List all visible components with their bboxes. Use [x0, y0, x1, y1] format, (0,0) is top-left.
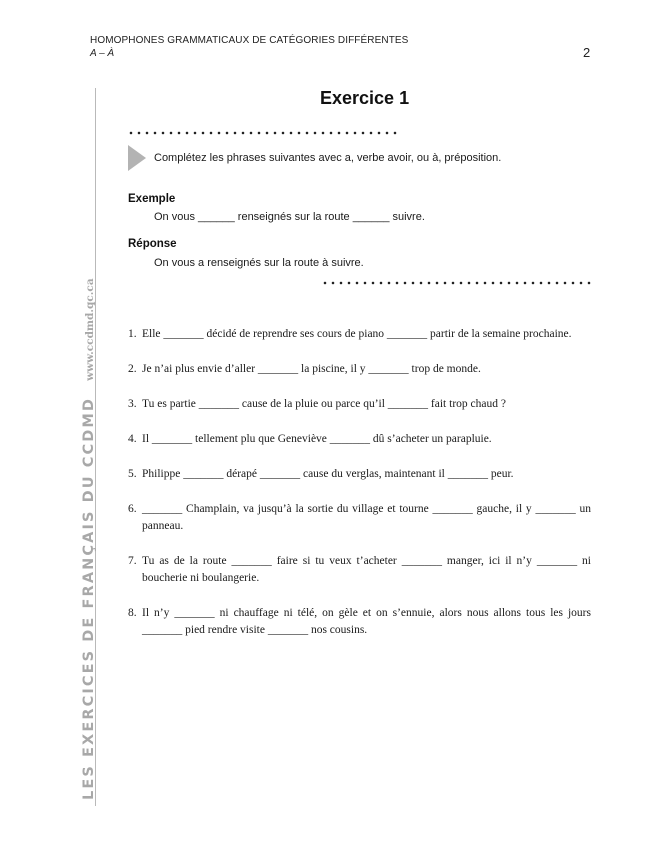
- list-item: [128, 396, 591, 413]
- list-item: [128, 326, 591, 343]
- list-item: [128, 466, 591, 483]
- item-text: Elle _______ décidé de reprendre ses cours de piano _______ partir de la semaine prochaine.: [142, 328, 572, 340]
- sidebar-url: www.ccdmd.qc.ca: [84, 278, 96, 381]
- running-header-subtitle: A – À: [90, 48, 115, 59]
- list-item: [128, 605, 591, 639]
- dotted-separator-mid: [321, 281, 593, 285]
- item-number: 7.: [128, 555, 137, 567]
- item-number: 8.: [128, 607, 137, 619]
- dotted-separator-top: [127, 131, 399, 135]
- item-number: 3.: [128, 398, 137, 410]
- item-text: Tu es partie _______ cause de la pluie ou parce qu’il _______ fait trop chaud ?: [142, 398, 506, 410]
- running-header-title: HOMOPHONES GRAMMATICAUX DE CATÉGORIES DIFFÉRENTES: [90, 35, 409, 46]
- list-item: [128, 361, 591, 378]
- item-number: 6.: [128, 503, 137, 515]
- item-text: Philippe _______ dérapé _______ cause du verglas, maintenant il _______ peur.: [142, 468, 514, 480]
- item-text: Je n’ai plus envie d’aller _______ la piscine, il y _______ trop de monde.: [142, 363, 481, 375]
- example-sentence: On vous ______ renseignés sur la route ______ suivre.: [154, 211, 425, 223]
- list-item: [128, 431, 591, 448]
- list-item: [128, 501, 591, 535]
- item-text: _______ Champlain, va jusqu’à la sortie du village et tourne _______ gauche, il y _______ un panneau.: [142, 503, 591, 532]
- item-text: Tu as de la route _______ faire si tu veux t’acheter _______ manger, ici il n’y _______ ni boucherie ni boulangerie.: [142, 555, 591, 584]
- page-number: 2: [583, 45, 591, 60]
- item-number: 5.: [128, 468, 137, 480]
- item-number: 1.: [128, 328, 137, 340]
- sidebar-brand: LES EXERCICES DE FRANÇAIS DU CCDMD: [81, 396, 97, 800]
- exercise-items-list: [128, 326, 591, 639]
- answer-label: Réponse: [128, 238, 177, 250]
- instruction-text: Complétez les phrases suivantes avec a, verbe avoir, ou à, préposition.: [154, 152, 502, 164]
- exercise-title: Exercice 1: [320, 88, 410, 108]
- list-item: [128, 553, 591, 587]
- sidebar-vertical-text: [80, 278, 98, 800]
- item-number: 4.: [128, 433, 137, 445]
- answer-sentence: On vous a renseignés sur la route à suivre.: [154, 257, 364, 269]
- item-number: 2.: [128, 363, 137, 375]
- item-text: Il n’y _______ ni chauffage ni télé, on gèle et on s’ennuie, alors nous allons tous les jours _______ pied rendre visite _______ nos cousins.: [142, 607, 591, 636]
- triangle-arrow-icon: [128, 145, 146, 171]
- item-text: Il _______ tellement plu que Geneviève _______ dû s’acheter un parapluie.: [142, 433, 492, 445]
- example-label: Exemple: [128, 193, 176, 205]
